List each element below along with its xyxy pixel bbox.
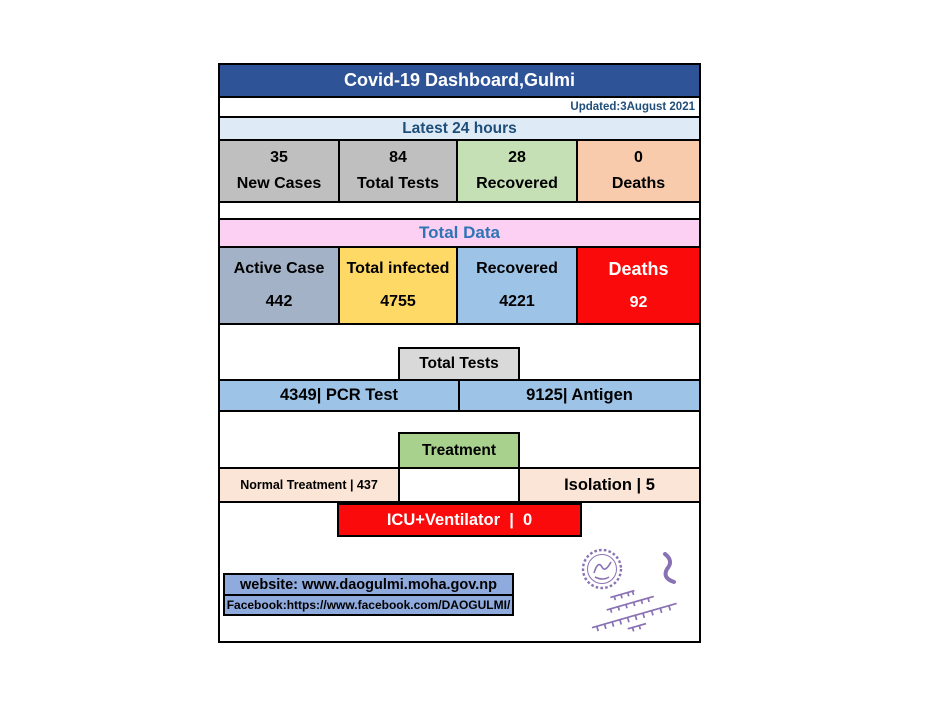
recovered-24h-cell: [458, 141, 578, 201]
active-case-value: 442: [265, 293, 293, 311]
antigen-test-cell: 9125| Antigen: [526, 386, 633, 404]
contact-links-box: [223, 573, 514, 616]
total-recovered-label: Recovered: [476, 259, 558, 277]
total-tests-section-heading: Total Tests: [398, 347, 520, 381]
deaths-24h-cell: [578, 141, 699, 201]
updated-timestamp: Updated:3August 2021: [220, 98, 699, 118]
new-cases-label: New Cases: [236, 175, 322, 192]
deaths-24h-label: Deaths: [611, 175, 666, 192]
total-tests-value: 84: [389, 149, 407, 166]
isolation-cell: Isolation | 5: [520, 469, 699, 501]
new-cases-value: 35: [270, 149, 288, 166]
total-tests-label: Total Tests: [356, 175, 440, 192]
spacer-row: [220, 203, 699, 220]
total-deaths-label: Deaths: [608, 259, 669, 279]
website-link: website: www.daogulmi.moha.gov.np: [225, 575, 512, 596]
district-administration-seal-icon: [575, 546, 687, 636]
treatment-spacer-cell: [400, 469, 520, 501]
treatment-section-heading: Treatment: [398, 432, 520, 469]
total-deaths-cell: [578, 248, 699, 323]
new-cases-cell: [220, 141, 340, 201]
total-data-heading: Total Data: [220, 220, 699, 248]
latest-24-hours-heading: Latest 24 hours: [220, 118, 699, 141]
icu-ventilator-cell: ICU+Ventilator | 0: [337, 503, 582, 537]
active-case-label: Active Case: [233, 259, 325, 277]
total-deaths-value: 92: [629, 294, 648, 311]
total-recovered-value: 4221: [499, 293, 535, 311]
facebook-link: Facebook:https://www.facebook.com/DAOGULMI/: [226, 598, 511, 612]
total-data-stats-row: [220, 248, 699, 325]
deaths-24h-value: 0: [634, 149, 643, 166]
latest-24-hours-stats-row: [220, 141, 699, 203]
tests-breakdown-row: [220, 379, 699, 412]
recovered-24h-value: 28: [508, 149, 526, 166]
recovered-24h-label: Recovered: [476, 175, 558, 192]
total-infected-value: 4755: [380, 293, 416, 311]
treatment-breakdown-row: [220, 467, 699, 503]
pcr-test-cell: 4349| PCR Test: [220, 381, 460, 410]
page-title: Covid-19 Dashboard,Gulmi: [220, 65, 699, 98]
total-recovered-cell: [458, 248, 578, 323]
official-seal-stamp: [575, 546, 687, 636]
normal-treatment-cell: Normal Treatment | 437: [220, 469, 400, 501]
total-tests-cell: [340, 141, 458, 201]
total-infected-cell: [340, 248, 458, 323]
active-case-cell: [220, 248, 340, 323]
total-infected-label: Total infected: [346, 259, 450, 277]
dashboard-card: [218, 63, 701, 643]
